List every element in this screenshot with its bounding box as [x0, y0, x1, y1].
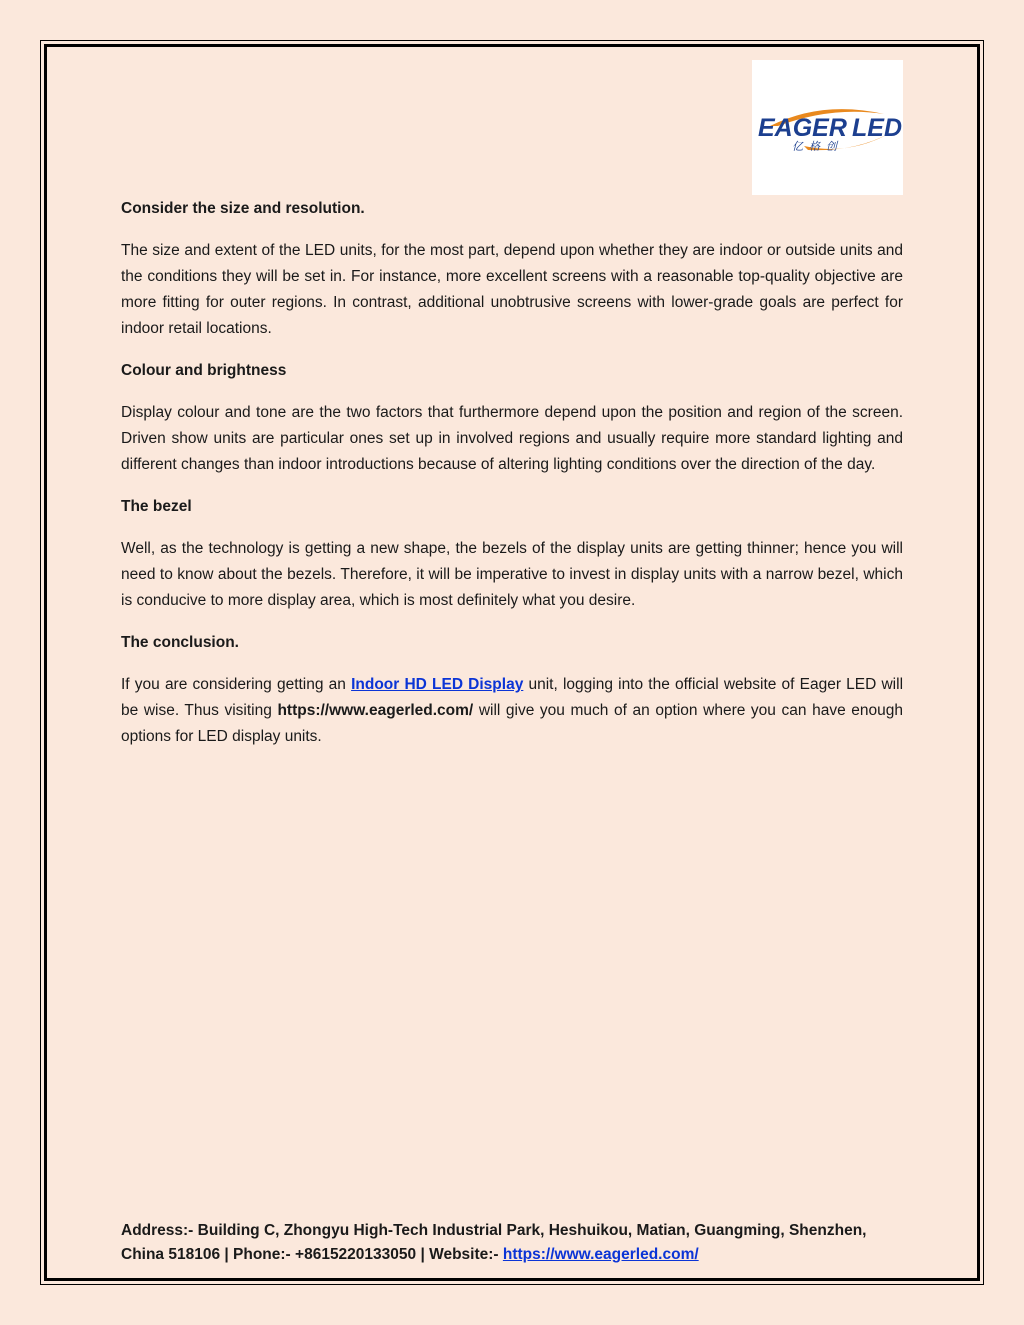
section-heading-bezel: The bezel	[121, 498, 192, 515]
footer-address-text: Address:- Building C, Zhongyu High-Tech Industrial Park, Heshuikou, Matian, Guangming, Shenzhen, China 518106 | Phone:- +8615220133050 | Website:-	[121, 1222, 867, 1263]
section-body-bezel: Well, as the technology is getting a new shape, the bezels of the display units are getting thinner; hence you will need to know about the bezels. Therefore, it will be imperative to invest in display units with a narrow bezel, which is conducive to more display area, which is most definitely what you desire.	[121, 540, 903, 609]
eager-led-logo	[752, 60, 903, 195]
section-body-size: The size and extent of the LED units, for the most part, depend upon whether they are indoor or outside units and the conditions they will be set in. For instance, more excellent screens with a reasonable top-quality objective are more fitting for outer regions. In contrast, additional unobtrusive screens with lower-grade goals are perfect for indoor retail locations.	[121, 242, 903, 337]
footer-website-link[interactable]: https://www.eagerled.com/	[502, 1246, 699, 1263]
section-body-conclusion	[121, 672, 903, 750]
conclusion-text-1: If you are considering getting an	[121, 676, 352, 693]
document-body	[121, 196, 903, 766]
logo-brand-cn: 亿格创	[792, 140, 843, 153]
logo-brand-led: LED	[852, 114, 902, 142]
section-heading-size: Consider the size and resolution.	[121, 200, 365, 217]
section-heading-colour: Colour and brightness	[121, 362, 287, 379]
footer-address	[121, 1219, 903, 1267]
indoor-hd-led-display-link[interactable]: Indoor HD LED Display	[351, 676, 524, 693]
logo-brand-main: EAGER	[758, 114, 847, 142]
conclusion-text-2: unit, logging into the official website of Eager LED will be wise. Thus visiting	[121, 676, 904, 719]
section-body-colour: Display colour and tone are the two factors that furthermore depend upon the position and region of the screen. Driven show units are particular ones set up in involved regions and usually require more standard lighting and different changes than indoor introductions because of altering lighting conditions over the direction of the day.	[121, 404, 903, 473]
conclusion-url: https://www.eagerled.com/	[277, 702, 474, 719]
section-heading-conclusion: The conclusion.	[121, 634, 239, 651]
conclusion-text-3: will give you much of an option where you can have enough options for LED display units.	[121, 702, 903, 745]
